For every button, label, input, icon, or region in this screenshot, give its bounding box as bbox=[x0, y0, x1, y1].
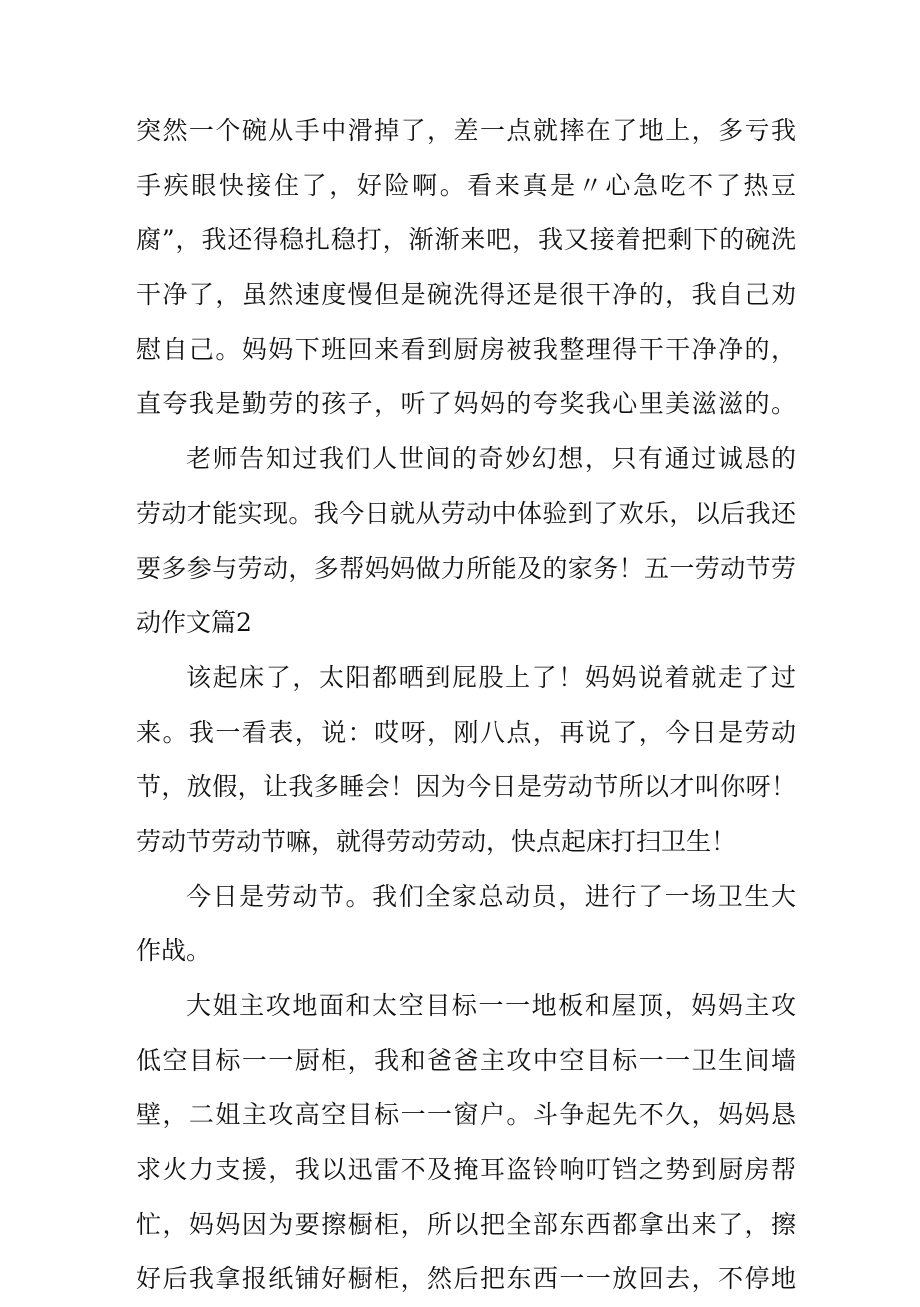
text-line: 腐”，我还得稳扎稳打，渐渐来吧，我又接着把剩下的碗洗 bbox=[136, 225, 796, 255]
text-line: 动作文篇2 bbox=[136, 608, 252, 638]
text-line: 该起床了，太阳都晒到屁股上了！妈妈说着就走了过 bbox=[186, 662, 796, 692]
text-line: 求火力支援，我以迅雷不及掩耳盗铃响叮铛之势到厨房帮 bbox=[136, 1155, 796, 1185]
text-line: 来。我一看表，说：哎呀，刚八点，再说了，今日是劳动 bbox=[136, 717, 796, 747]
text-line: 要多参与劳动，多帮妈妈做力所能及的家务！五一劳动节劳 bbox=[136, 553, 796, 583]
text-line: 直夸我是勤劳的孩子，听了妈妈的夸奖我心里美滋滋的。 bbox=[136, 389, 796, 419]
text-line: 今日是劳动节。我们全家总动员，进行了一场卫生大 bbox=[186, 881, 796, 911]
text-line: 慰自己。妈妈下班回来看到厨房被我整理得干干净净的， bbox=[136, 334, 796, 364]
text-line: 低空目标一一厨柜，我和爸爸主攻中空目标一一卫生间墙 bbox=[136, 1045, 796, 1075]
text-line: 好后我拿报纸铺好橱柜，然后把东西一一放回去，不停地 bbox=[136, 1264, 796, 1294]
text-line: 突然一个碗从手中滑掉了，差一点就摔在了地上，多亏我 bbox=[136, 116, 796, 145]
text-line: 节，放假，让我多睡会！因为今日是劳动节所以才叫你呀！ bbox=[136, 772, 796, 802]
text-line: 大姐主攻地面和太空目标一一地板和屋顶，妈妈主攻 bbox=[186, 991, 796, 1020]
document-text-body bbox=[136, 104, 796, 1307]
text-line: 劳动节劳动节嘛，就得劳动劳动，快点起床打扫卫生！ bbox=[136, 826, 737, 856]
text-line: 忙，妈妈因为要擦橱柜，所以把全部东西都拿出来了，擦 bbox=[136, 1209, 796, 1239]
text-line: 干净了，虽然速度慢但是碗洗得还是很干净的，我自己劝 bbox=[136, 280, 796, 310]
text-line: 劳动才能实现。我今日就从劳动中体验到了欢乐，以后我还 bbox=[136, 498, 796, 528]
text-line: 手疾眼快接住了，好险啊。看来真是〃心急吃不了热豆 bbox=[136, 170, 796, 200]
text-line: 壁，二姐主攻高空目标一一窗户。斗争起先不久，妈妈恳 bbox=[136, 1100, 796, 1130]
text-line: 作战。 bbox=[136, 936, 212, 966]
text-line: 老师告知过我们人世间的奇妙幻想，只有通过诚恳的 bbox=[186, 444, 796, 474]
